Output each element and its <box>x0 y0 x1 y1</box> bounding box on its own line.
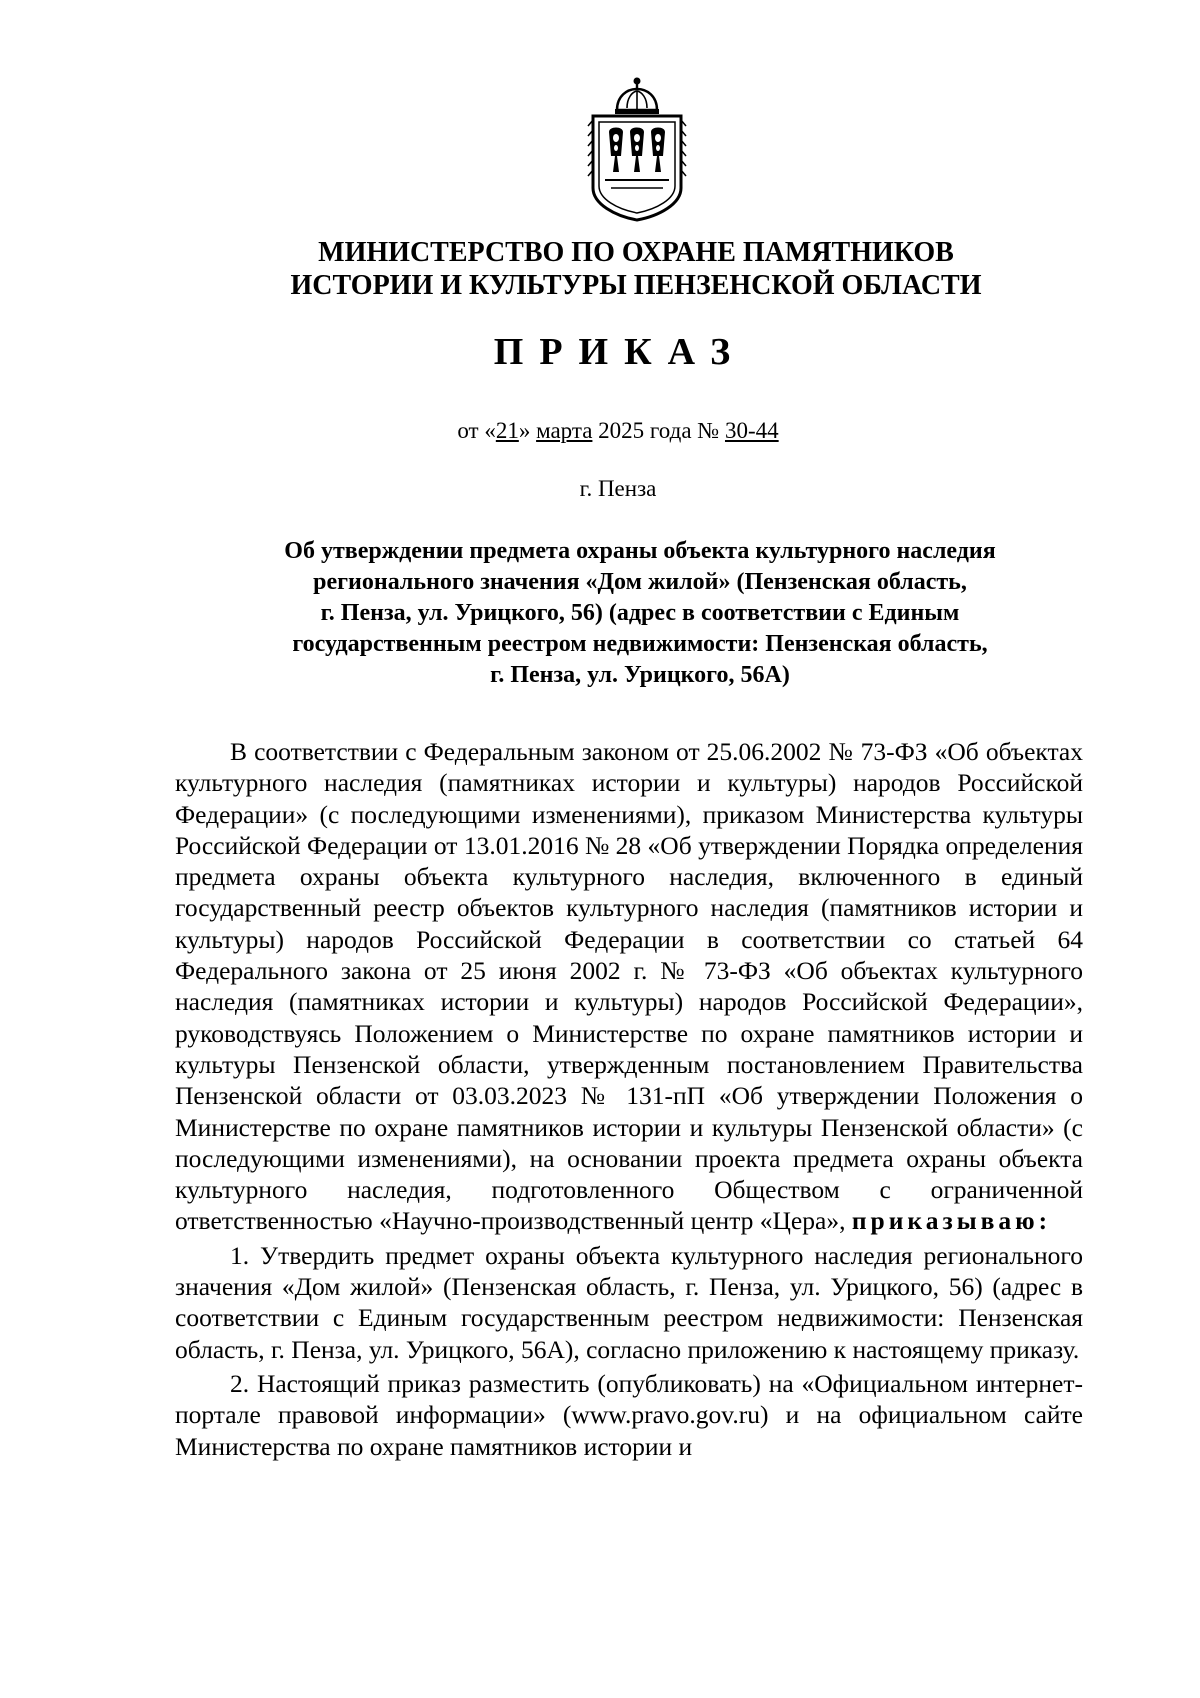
ministry-name-line1: МИНИСТЕРСТВО ПО ОХРАНЕ ПАМЯТНИКОВ <box>318 237 954 268</box>
order-day: 21 <box>495 418 519 443</box>
date-prefix: от « <box>457 418 496 443</box>
order-item-1: 1. Утвердить предмет охраны объекта культурного наследия регионального значения «Дом жилой» (Пензенская область, г. Пенза, ул. Урицкого, 56) (адрес в соответствии с Единым государственным реестром недвижимости: Пензенская область, г. Пенза, ул. Урицкого, 56А), согласно приложению к настоящему приказу. <box>175 1240 1083 1364</box>
ministry-name-line2: ИСТОРИИ И КУЛЬТУРЫ ПЕНЗЕНСКОЙ ОБЛАСТИ <box>290 270 982 301</box>
city-name: г. Пенза <box>579 476 657 501</box>
order-body <box>175 736 1083 1462</box>
order-item-2: 2. Настоящий приказ разместить (опубликовать) на «Официальном интернет-портале правовой информации» (www.pravo.gov.ru) и на официальном сайте Министерства по охране памятников истории и <box>175 1368 1083 1461</box>
subject-line2: регионального значения «Дом жилой» (Пензенская область, <box>313 569 967 595</box>
order-number: 30-44 <box>724 418 779 443</box>
order-month: марта <box>536 418 593 443</box>
order-year: 2025 года № <box>592 418 725 443</box>
document-type-title: ПРИКАЗ <box>493 331 747 373</box>
ministry-name <box>0 236 1200 302</box>
order-date-number <box>0 418 1200 444</box>
order-subject <box>200 536 1080 691</box>
subject-line3: г. Пенза, ул. Урицкого, 56) (адрес в соответствии с Единым <box>320 600 960 626</box>
subject-line1: Об утверждении предмета охраны объекта культурного наследия <box>284 538 996 564</box>
preamble-paragraph <box>175 736 1083 1237</box>
subject-line5: г. Пенза, ул. Урицкого, 56А) <box>490 662 790 688</box>
date-mid: » <box>518 418 537 443</box>
preamble-text: В соответствии с Федеральным законом от 25.06.2002 № 73-ФЗ «Об объектах культурного наследия (памятниках истории и культуры) народов Российской Федерации» (с последующими изменениями), приказом Министерства культуры Российской Федерации от 13.01.2016 № 28 «Об утверждении Порядка определения предмета охраны объекта культурного наследия, включенного в единый государственный реестр объектов культурного наследия (памятников истории и культуры) народов Российской Федерации в соответствии со статьей 64 Федерального закона от 25 июня 2002 г. № 73-ФЗ «Об объектах культурного наследия (памятниках истории и культуры) народов Российской Федерации», руководствуясь Положением о Министерстве по охране памятников истории и культуры Пензенской области, утвержденным постановлением Правительства Пензенской области от 03.03.2023 № 131-пП «Об утверждении Положения о Министерстве по охране памятников истории и культуры Пензенской области» (с последующими изменениями), на основании проекта предмета охраны объекта культурного наследия, подготовленного Обществом с ограниченной ответственностью «Научно-производственный центр «Цера», <box>175 737 1083 1236</box>
penza-coat-of-arms-icon <box>587 76 687 222</box>
subject-line4: государственным реестром недвижимости: Пензенская область, <box>292 631 988 657</box>
order-word: приказываю: <box>851 1206 1052 1236</box>
